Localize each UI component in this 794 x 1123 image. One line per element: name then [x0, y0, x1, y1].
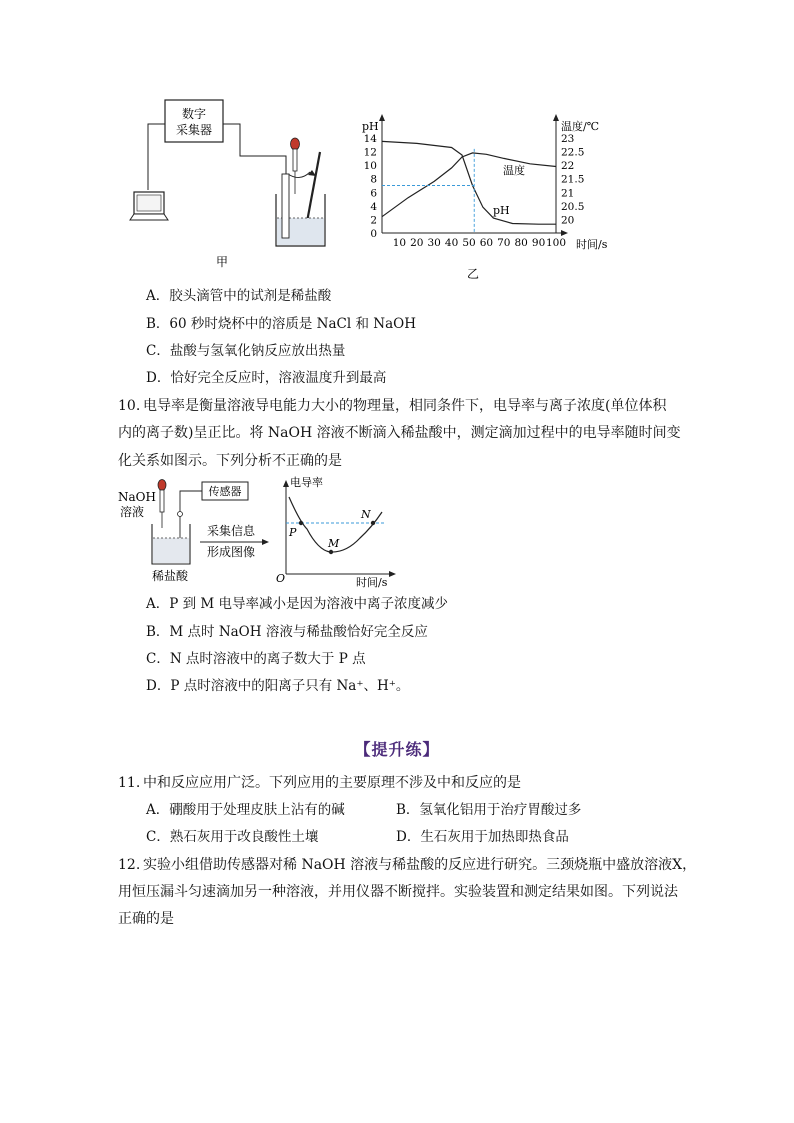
- q10-option-c[interactable]: C．N 点时溶液中的离子数大于 P 点: [146, 651, 366, 667]
- sensor-label: 传感器: [208, 485, 242, 498]
- q11-number: 11.: [118, 775, 141, 791]
- q12-stem-line-3: 正确的是: [118, 911, 174, 927]
- q11-option-d[interactable]: D．生石灰用于加热即热食品: [396, 829, 569, 845]
- laptop-icon: [130, 192, 168, 220]
- point-m-label: M: [328, 537, 340, 550]
- q11-option-b[interactable]: B．氢氧化铝用于治疗胃酸过多: [396, 802, 582, 818]
- q9-option-d[interactable]: D．恰好完全反应时，溶液温度升到最高: [146, 370, 387, 386]
- fig-jia-caption: 甲: [215, 255, 229, 269]
- ph-curve-label: pH: [493, 204, 510, 217]
- collector-label-2: 采集器: [175, 123, 213, 137]
- q9-option-b[interactable]: B．60 秒时烧杯中的溶质是 NaCl 和 NaOH: [146, 316, 416, 332]
- q10-option-d[interactable]: D．P 点时溶液中的阳离子只有 Na⁺、H⁺。: [146, 678, 410, 694]
- collect-info-label: 采集信息: [206, 524, 256, 538]
- fig-yi-caption: 乙: [466, 267, 480, 281]
- conductivity-axis-label: 电导率: [290, 476, 323, 489]
- ph-tick-label: 6: [370, 187, 377, 200]
- time-tick-label: 30: [427, 237, 441, 249]
- acid-label: 稀盐酸: [151, 569, 189, 583]
- time-tick-label: 80: [514, 237, 528, 249]
- beaker-icon: [152, 524, 190, 564]
- origin-label: O: [276, 572, 286, 585]
- conductivity-chart: [272, 476, 422, 588]
- section-heading: 【提升练】: [354, 740, 440, 759]
- form-image-label: 形成图像: [206, 545, 256, 559]
- q11-stem: 中和反应应用广泛。下列应用的主要原理不涉及中和反应的是: [143, 775, 521, 791]
- ph-tick-label: 14: [363, 133, 377, 145]
- ph-tick-label: 2: [370, 214, 377, 227]
- time-tick-label: 50: [462, 237, 476, 249]
- temperature-tick-label: 22: [561, 160, 575, 173]
- time-tick-label: 10: [392, 237, 407, 249]
- q10-stem-line-3: 化关系如图示。下列分析不正确的是: [118, 453, 342, 469]
- ph-tick-label: 4: [370, 200, 377, 213]
- point-p-label: P: [289, 526, 297, 539]
- ph-tick-label: 12: [363, 146, 377, 159]
- temperature-axis-label: 温度/℃: [561, 120, 600, 133]
- apparatus-figure-jia: [120, 94, 340, 274]
- q10-stem-line-1: 电导率是衡量溶液导电能力大小的物理量，相同条件下，电导率与离子浓度(单位体积: [143, 398, 667, 414]
- temperature-tick-label: 21.5: [561, 173, 585, 186]
- q11-option-c[interactable]: C．熟石灰用于改良酸性土壤: [146, 829, 319, 845]
- time-axis-label: 时间/s: [576, 238, 608, 251]
- point-p: [299, 521, 303, 525]
- ph-temperature-chart: [340, 108, 630, 286]
- q9-option-c[interactable]: C．盐酸与氢氧化钠反应放出热量: [146, 343, 346, 359]
- temperature-tick-label: 20.5: [561, 200, 585, 213]
- ph-tick-label: 8: [370, 173, 377, 186]
- temperature-tick-label: 21: [561, 187, 575, 200]
- temperature-curve-label: 温度: [503, 164, 525, 177]
- q10-option-a[interactable]: A．P 到 M 电导率减小是因为溶液中离子浓度减少: [146, 596, 449, 612]
- point-n: [371, 521, 375, 525]
- q12-stem-line-2: 用恒压漏斗匀速滴加另一种溶液，并用仪器不断搅拌。实验装置和测定结果如图。下列说法: [118, 884, 678, 900]
- time-tick-label: 70: [497, 237, 511, 249]
- ph-axis-label: pH: [362, 120, 379, 133]
- q10-option-b[interactable]: B．M 点时 NaOH 溶液与稀盐酸恰好完全反应: [146, 624, 428, 640]
- temperature-tick-label: 22.5: [561, 146, 585, 159]
- temperature-tick-label: 20: [561, 214, 575, 227]
- ph-tick-label: 10: [363, 160, 377, 173]
- ph-tick-label: 0: [370, 228, 377, 240]
- q12-number: 12.: [118, 857, 141, 873]
- dropper-icon: [158, 480, 166, 529]
- time-tick-label: 60: [479, 237, 494, 249]
- q10-number: 10.: [118, 398, 141, 414]
- solution-label: 溶液: [120, 505, 145, 519]
- q9-option-a[interactable]: A．胶头滴管中的试剂是稀盐酸: [146, 288, 332, 304]
- naoh-label: NaOH: [118, 490, 156, 504]
- beaker-icon: [276, 174, 325, 246]
- point-m: [329, 550, 333, 554]
- time-tick-label: 20: [410, 237, 424, 249]
- q10-stem-line-2: 内的离子数)呈正比。将 NaOH 溶液不断滴入稀盐酸中，测定滴加过程中的电导率随时间变: [118, 425, 681, 441]
- time-axis-label: 时间/s: [356, 576, 388, 588]
- time-tick-label: 90: [531, 237, 546, 249]
- temperature-curve: [382, 153, 556, 217]
- q12-stem-line-1: 实验小组借助传感器对稀 NaOH 溶液与稀盐酸的反应进行研究。三颈烧瓶中盛放溶液X，: [143, 857, 697, 873]
- q11-option-a[interactable]: A．硼酸用于处理皮肤上沾有的碱: [146, 802, 345, 818]
- time-tick-label: 100: [545, 237, 567, 249]
- dropper-icon: [291, 138, 300, 194]
- collector-label-1: 数字: [181, 107, 207, 121]
- time-tick-label: 40: [444, 237, 459, 249]
- temperature-tick-label: 23: [561, 133, 575, 145]
- point-n-label: N: [361, 508, 371, 521]
